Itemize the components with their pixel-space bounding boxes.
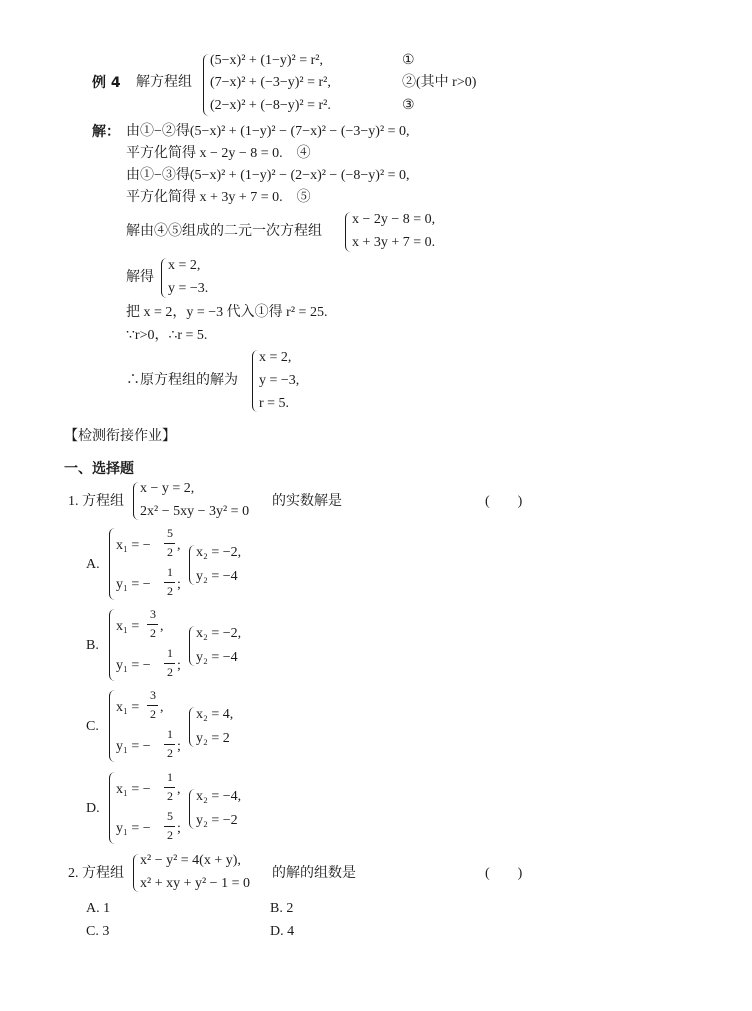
final-eq-3: r = 5.: [259, 396, 290, 411]
fraction-bar: [164, 787, 175, 788]
x2: x₂ = −4,: [196, 789, 242, 804]
answer-parentheses: ( ): [485, 494, 523, 509]
question-2-prefix: 2. 方程组: [68, 866, 124, 881]
x1-numerator: 3: [150, 688, 156, 702]
option-brace: [109, 609, 115, 681]
system-brace: [203, 54, 209, 116]
solution-label: 解：: [92, 124, 120, 140]
linear-eq-1: x − 2y − 8 = 0,: [352, 212, 436, 227]
equation-3: (2−x)² + (−8−y)² = r².: [210, 98, 331, 113]
x1-end: ,: [177, 538, 181, 553]
fraction-bar: [147, 624, 158, 625]
linear-system-brace: [345, 212, 351, 252]
q2-option-d[interactable]: D. 4: [270, 924, 295, 939]
option-label: A.: [86, 557, 100, 572]
solve-eq-1: x = 2,: [168, 258, 201, 273]
solution-line-3: 由①−③得(5−x)² + (1−y)² − (2−x)² − (−8−y)² = 0,: [126, 168, 410, 183]
y1-denominator: 2: [167, 665, 173, 679]
x1-numerator: 3: [150, 607, 156, 621]
x1-lhs: x₁ = −: [116, 782, 151, 797]
y1-numerator: 1: [167, 727, 173, 741]
y2: y₂ = −4: [196, 650, 238, 665]
x1-lhs: x₁ =: [116, 700, 140, 715]
option-label: D.: [86, 801, 100, 816]
question-1-eq-2: 2x² − 5xy − 3y² = 0: [140, 504, 250, 519]
option-brace-2: [189, 626, 195, 666]
y1-end: ;: [177, 658, 181, 673]
solve-brace: [161, 258, 167, 298]
q2-option-c[interactable]: C. 3: [86, 924, 110, 939]
question-1-prefix: 1. 方程组: [68, 494, 124, 509]
final-eq-1: x = 2,: [259, 350, 292, 365]
y1-end: ;: [177, 739, 181, 754]
y2: y₂ = −4: [196, 569, 238, 584]
x1-numerator: 5: [167, 526, 173, 540]
final-eq-2: y = −3,: [259, 373, 300, 388]
y1-end: ;: [177, 577, 181, 592]
option-brace-2: [189, 789, 195, 829]
solve-prefix: 解得: [126, 270, 154, 285]
option-brace-2: [189, 545, 195, 585]
linear-eq-2: x + 3y + 7 = 0.: [352, 235, 436, 250]
x1-denominator: 2: [150, 707, 156, 721]
y1-end: ;: [177, 821, 181, 836]
solution-line-4: 平方化简得 x + 3y + 7 = 0. ⑤: [126, 190, 311, 205]
equation-2-number: ②(其中 r>0): [402, 75, 477, 90]
option-brace: [109, 772, 115, 844]
fraction-bar: [164, 543, 175, 544]
answer-parentheses: ( ): [485, 866, 523, 881]
question-2-brace: [133, 854, 139, 892]
y1-numerator: 1: [167, 565, 173, 579]
x1-end: ,: [160, 700, 164, 715]
example-label: 例 4: [92, 75, 121, 91]
question-2-suffix: 的解的组数是: [272, 866, 356, 881]
solution-line-6: 把 x = 2，y = −3 代入①得 r² = 25.: [126, 305, 328, 320]
x1-denominator: 2: [167, 545, 173, 559]
y1-numerator: 1: [167, 646, 173, 660]
equation-3-number: ③: [402, 98, 415, 113]
q2-option-a[interactable]: A. 1: [86, 901, 111, 916]
solution-line-7: ∵r>0，∴r = 5.: [126, 328, 208, 343]
fraction-bar: [164, 582, 175, 583]
x1-lhs: x₁ =: [116, 619, 140, 634]
y1-lhs: y₁ = −: [116, 821, 151, 836]
y1-lhs: y₁ = −: [116, 577, 151, 592]
x1-numerator: 1: [167, 770, 173, 784]
question-1-eq-1: x − y = 2,: [140, 481, 195, 496]
option-brace: [109, 690, 115, 762]
homework-heading: 【检测衔接作业】: [64, 429, 176, 444]
x2: x₂ = −2,: [196, 626, 242, 641]
equation-2: (7−x)² + (−3−y)² = r²,: [210, 75, 331, 90]
option-label: B.: [86, 638, 99, 653]
linear-system-intro: 解由④⑤组成的二元一次方程组: [126, 224, 322, 239]
fraction-bar: [164, 663, 175, 664]
fraction-bar: [164, 744, 175, 745]
question-1-suffix: 的实数解是: [272, 494, 342, 509]
solution-line-2: 平方化简得 x − 2y − 8 = 0. ④: [126, 146, 311, 161]
y1-denominator: 2: [167, 584, 173, 598]
fraction-bar: [147, 705, 158, 706]
section-heading: 一、选择题: [64, 461, 134, 477]
example-prompt: 解方程组: [136, 75, 192, 90]
y1-denominator: 2: [167, 746, 173, 760]
y1-denominator: 2: [167, 828, 173, 842]
option-brace-2: [189, 707, 195, 747]
x1-end: ,: [177, 782, 181, 797]
q2-option-b[interactable]: B. 2: [270, 901, 294, 916]
option-brace: [109, 528, 115, 600]
final-prefix: ∴原方程组的解为: [126, 373, 238, 388]
y1-lhs: y₁ = −: [116, 739, 151, 754]
final-brace: [252, 350, 258, 412]
x2: x₂ = 4,: [196, 707, 234, 722]
y2: y₂ = 2: [196, 731, 230, 746]
x1-denominator: 2: [150, 626, 156, 640]
x2: x₂ = −2,: [196, 545, 242, 560]
y2: y₂ = −2: [196, 813, 238, 828]
fraction-bar: [164, 826, 175, 827]
solve-eq-2: y = −3.: [168, 281, 209, 296]
solution-line-1: 由①−②得(5−x)² + (1−y)² − (7−x)² − (−3−y)² = 0,: [126, 124, 410, 139]
x1-end: ,: [160, 619, 164, 634]
question-2-eq-1: x² − y² = 4(x + y),: [140, 853, 241, 868]
equation-1-number: ①: [402, 53, 415, 68]
y1-numerator: 5: [167, 809, 173, 823]
option-label: C.: [86, 719, 99, 734]
y1-lhs: y₁ = −: [116, 658, 151, 673]
x1-lhs: x₁ = −: [116, 538, 151, 553]
question-1-brace: [133, 482, 139, 520]
question-2-eq-2: x² + xy + y² − 1 = 0: [140, 876, 250, 891]
equation-1: (5−x)² + (1−y)² = r²,: [210, 53, 323, 68]
x1-denominator: 2: [167, 789, 173, 803]
